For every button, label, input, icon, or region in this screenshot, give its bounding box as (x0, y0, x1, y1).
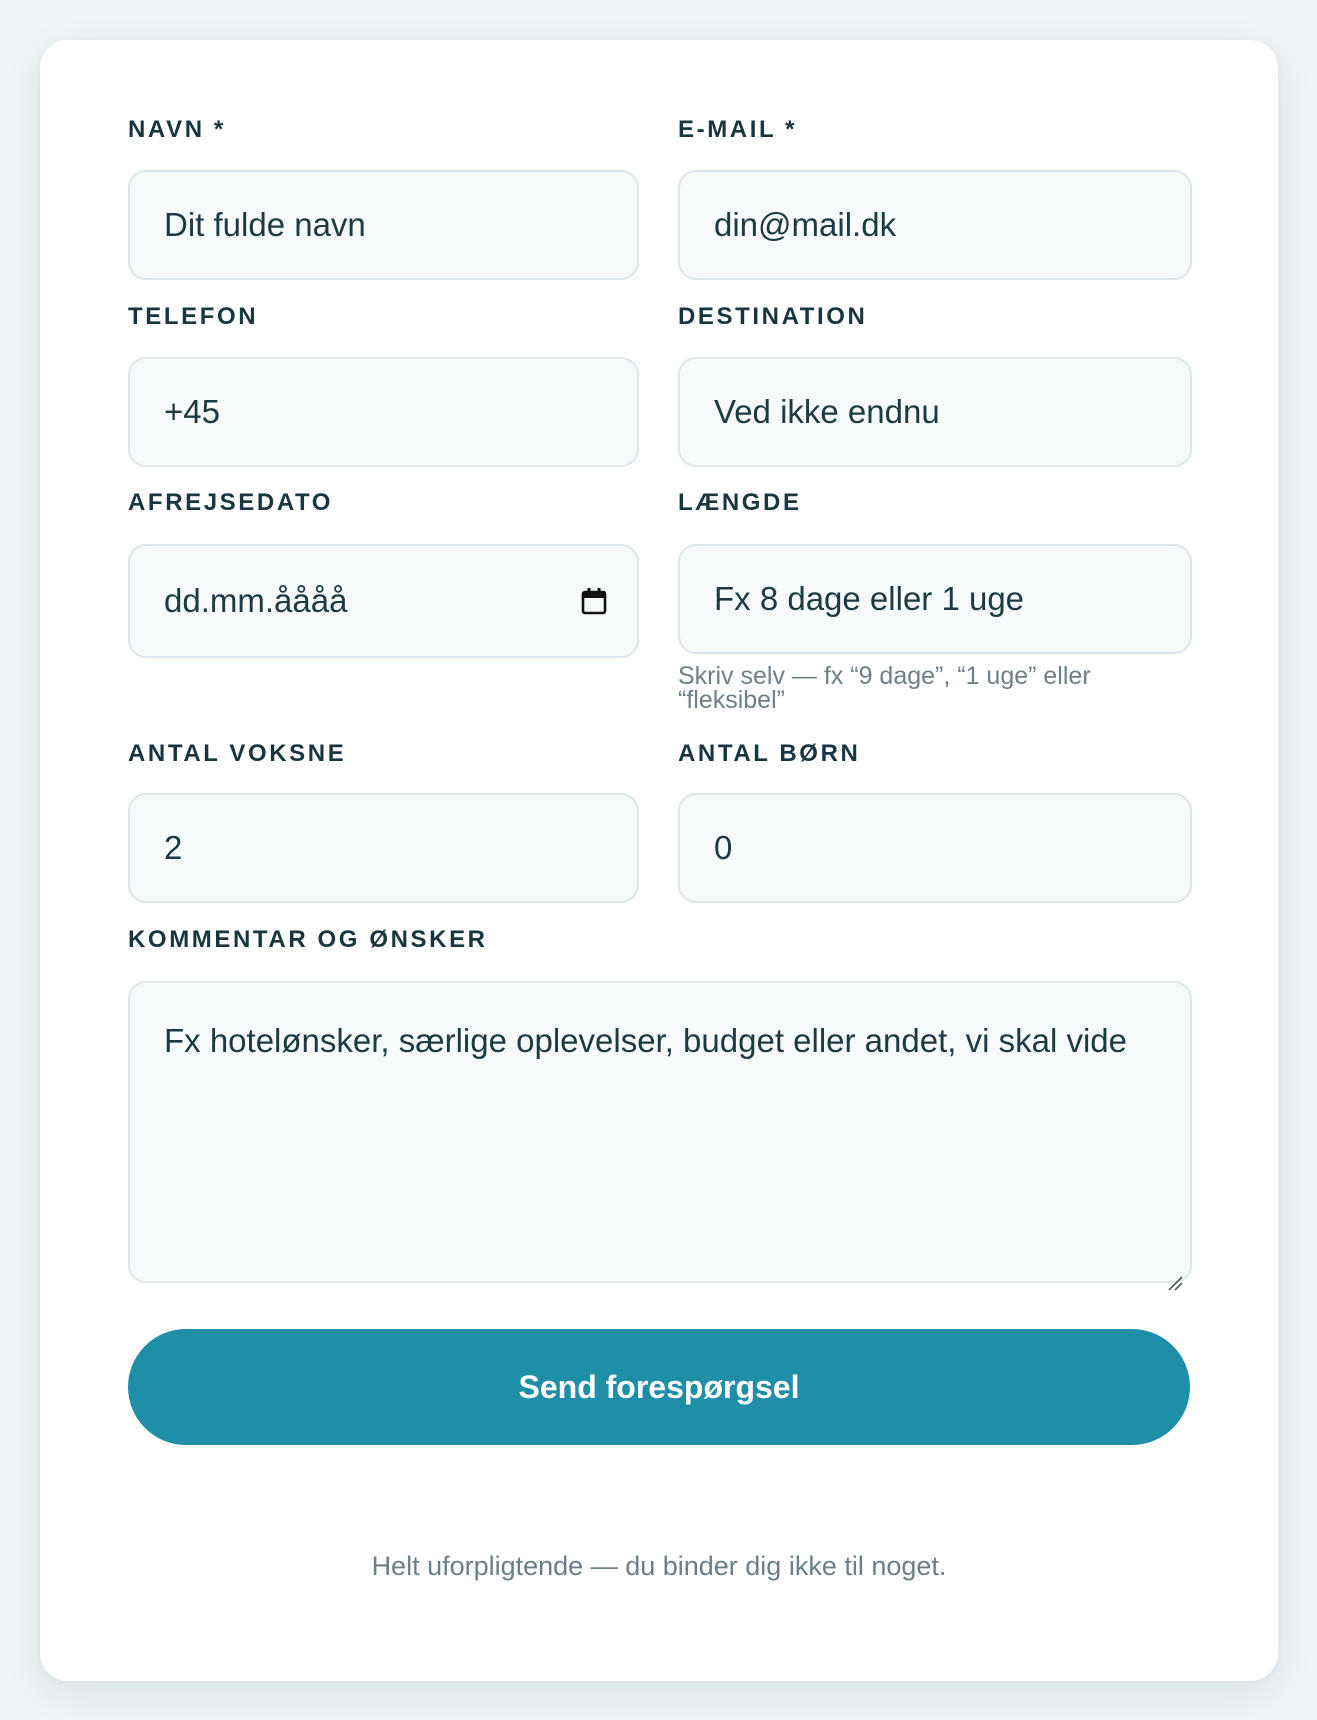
send-request-button[interactable]: Send forespørgsel (128, 1329, 1190, 1445)
destination-input[interactable] (678, 357, 1192, 467)
adults-input[interactable] (128, 793, 639, 903)
email-placeholder: din@mail.dk (714, 206, 897, 243)
phone-value: +45 (164, 393, 220, 430)
children-input[interactable] (678, 793, 1192, 903)
departure-date-input[interactable] (128, 544, 639, 658)
email-label: E-MAIL * (678, 116, 798, 143)
children-label: ANTAL BØRN (678, 740, 861, 767)
departure-date-label: AFREJSEDATO (128, 489, 334, 516)
length-label: LÆNGDE (678, 489, 802, 516)
footer-note: Helt uforpligtende — du binder dig ikke til noget. (371, 1551, 947, 1581)
email-input[interactable] (678, 170, 1192, 280)
adults-value: 2 (164, 829, 183, 866)
name-label: NAVN * (128, 116, 226, 143)
inquiry-form-card (40, 40, 1278, 1681)
length-placeholder: Fx 8 dage eller 1 uge (714, 580, 1025, 617)
length-input[interactable] (678, 544, 1192, 654)
phone-label: TELEFON (128, 303, 259, 330)
comment-textarea[interactable] (128, 981, 1192, 1283)
phone-input[interactable] (128, 357, 639, 467)
comment-label: KOMMENTAR OG ØNSKER (128, 926, 488, 953)
name-input[interactable] (128, 170, 639, 280)
adults-label: ANTAL VOKSNE (128, 740, 347, 767)
destination-placeholder: Ved ikke endnu (714, 393, 940, 430)
resize-grip-icon[interactable] (1166, 1257, 1184, 1275)
calendar-icon[interactable] (581, 587, 607, 615)
children-value: 0 (714, 829, 733, 866)
comment-placeholder: Fx hotelønsker, særlige oplevelser, budget eller andet, vi skal vide (164, 1022, 1127, 1059)
name-placeholder: Dit fulde navn (164, 206, 366, 243)
destination-label: DESTINATION (678, 303, 868, 330)
departure-date-placeholder: dd.mm.åååå (164, 582, 348, 619)
length-hint: Skriv selv — fx “9 dage”, “1 uge” eller “fleksibel” (678, 662, 1091, 714)
